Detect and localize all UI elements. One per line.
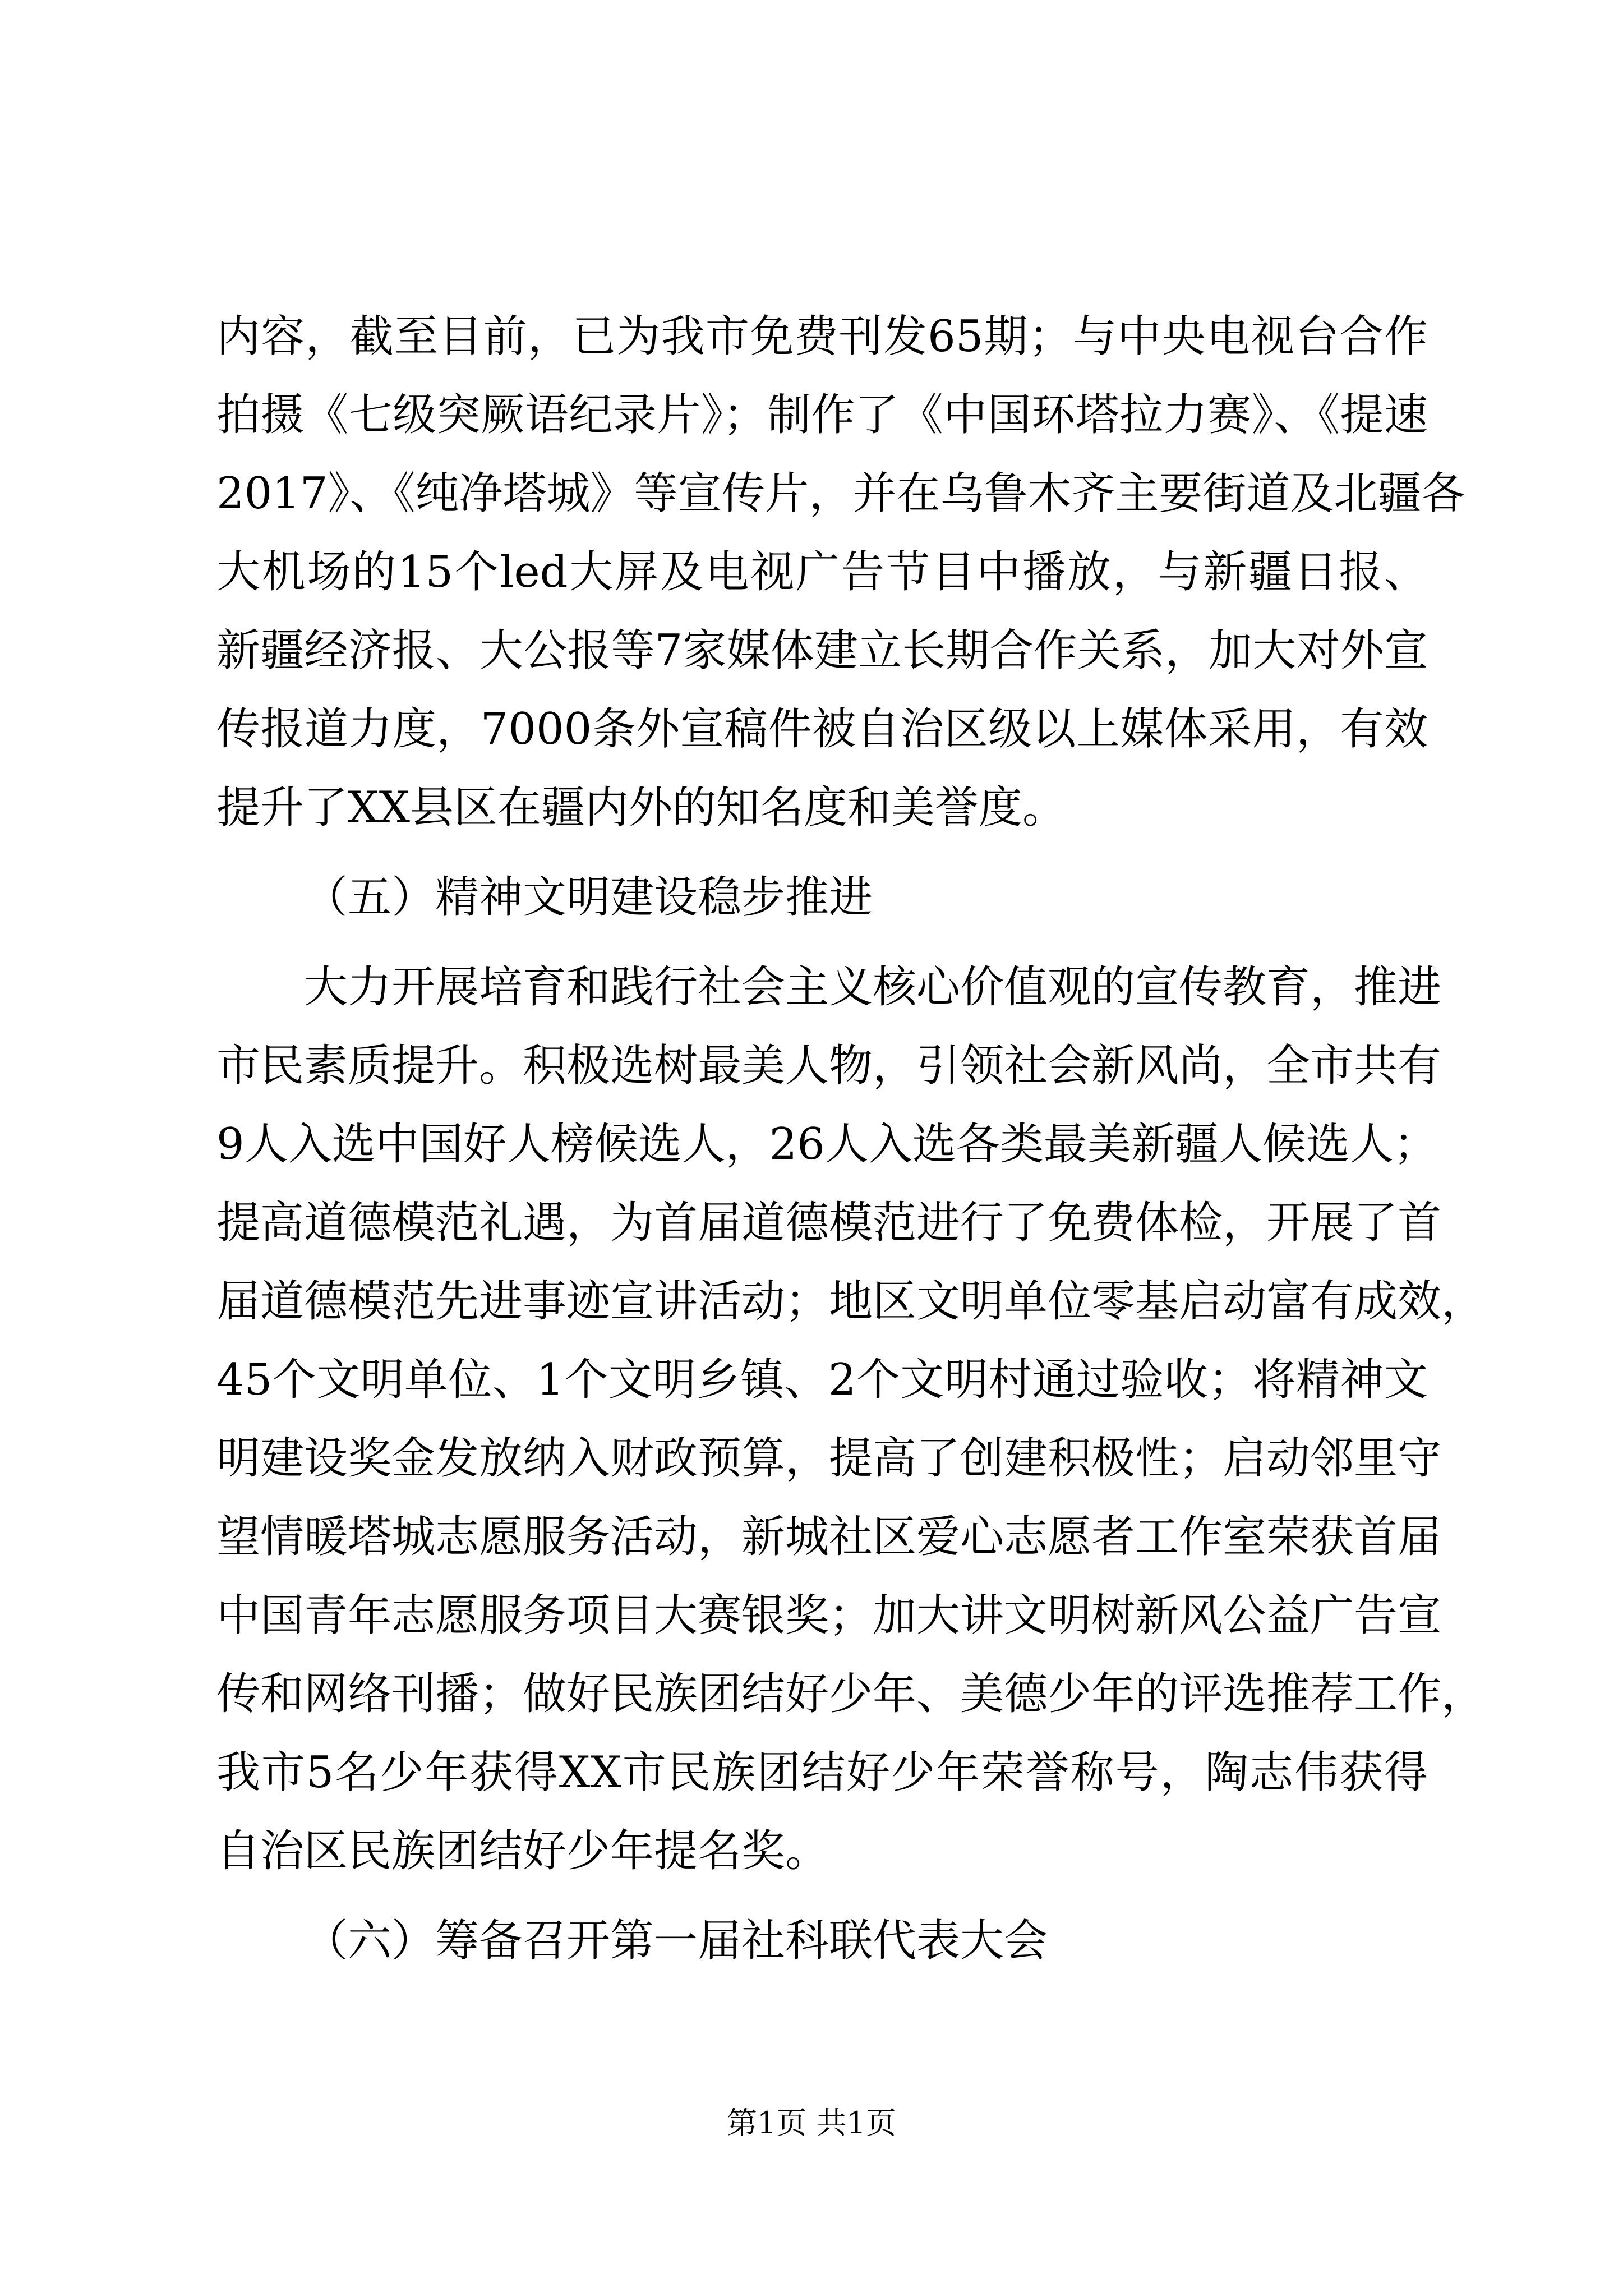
- page-number-footer: 第1页 共1页: [727, 2105, 896, 2141]
- paragraph-2-line-4: 提高道德模范礼遇，为首届道德模范进行了免费体检，开展了首: [216, 1198, 1442, 1248]
- paragraph-1-line-7: 提升了XX县区在疆内外的知名度和美誉度。: [216, 783, 1067, 833]
- paragraph-2-line-6: 45个文明单位、1个文明乡镇、2个文明村通过验收；将精神文: [216, 1355, 1428, 1405]
- paragraph-1-line-5: 新疆经济报、大公报等7家媒体建立长期合作关系，加大对外宣: [216, 625, 1428, 676]
- paragraph-2-line-2: 市民素质提升。积极选树最美人物，引领社会新风尚，全市共有: [216, 1041, 1442, 1091]
- paragraph-2-line-8: 望情暖塔城志愿服务活动，新城社区爱心志愿者工作室荣获首届: [216, 1512, 1442, 1562]
- paragraph-2-line-7: 明建设奖金发放纳入财政预算，提高了创建积极性；启动邻里守: [216, 1433, 1442, 1484]
- paragraph-2-line-9: 中国青年志愿服务项目大赛银奖；加大讲文明树新风公益广告宣: [216, 1590, 1442, 1641]
- paragraph-2-line-10: 传和网络刊播；做好民族团结好少年、美德少年的评选推荐工作，: [216, 1669, 1486, 1719]
- paragraph-2-line-1: 大力开展培育和践行社会主义核心价值观的宣传教育，推进: [304, 962, 1442, 1013]
- paragraph-2-line-5: 届道德模范先进事迹宣讲活动；地区文明单位零基启动富有成效，: [216, 1276, 1486, 1327]
- paragraph-2-line-3: 9人入选中国好人榜候选人，26人入选各类最美新疆人候选人；: [216, 1119, 1437, 1170]
- paragraph-1-line-6: 传报道力度，7000条外宣稿件被自治区级以上媒体采用，有效: [216, 704, 1428, 754]
- paragraph-1-line-3: 2017》、《纯净塔城》等宣传片，并在乌鲁木齐主要街道及北疆各: [216, 468, 1465, 519]
- section-heading-5: （五）精神文明建设稳步推进: [304, 872, 873, 923]
- paragraph-1-line-4: 大机场的15个led大屏及电视广告节目中播放，与新疆日报、: [216, 547, 1428, 597]
- paragraph-1-line-2: 拍摄《七级突厥语纪录片》；制作了《中国环塔拉力赛》、《提速: [216, 390, 1428, 440]
- paragraph-2-line-11: 我市5名少年获得XX市民族团结好少年荣誉称号，陶志伟获得: [216, 1747, 1428, 1798]
- paragraph-1-line-1: 内容，截至目前，已为我市免费刊发65期；与中央电视台合作: [216, 311, 1428, 362]
- paragraph-2-line-12: 自治区民族团结好少年提名奖。: [216, 1826, 829, 1876]
- section-heading-6: （六）筹备召开第一届社科联代表大会: [304, 1916, 1048, 1966]
